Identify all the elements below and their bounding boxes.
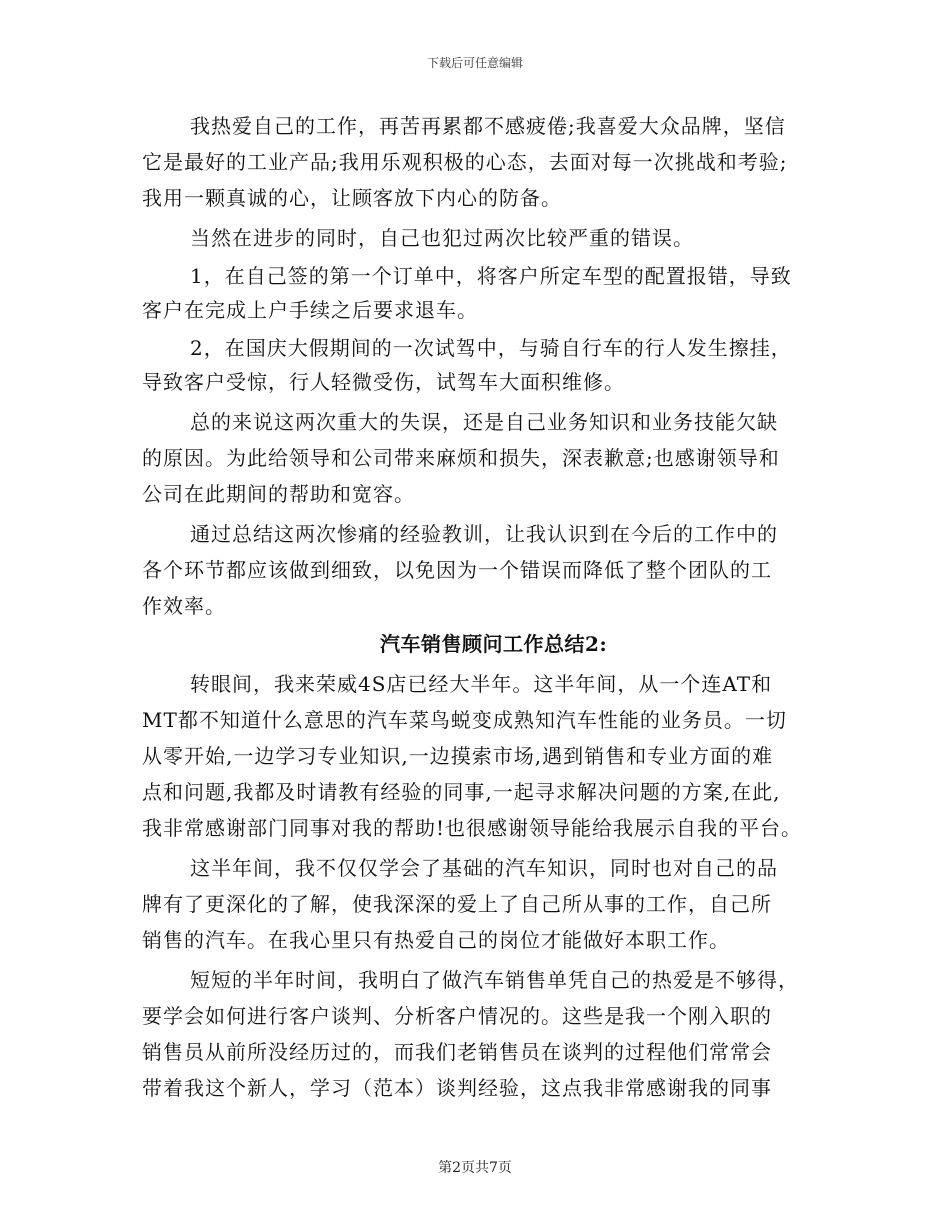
paragraph-line: MT都不知道什么意思的汽车菜鸟蜕变成熟知汽车性能的业务员。一切 <box>142 708 787 732</box>
paragraph-line: 2，在国庆大假期间的一次试驾中，与骑自行车的行人发生擦挂， <box>190 336 792 360</box>
paragraph-line: 1，在自己签的第一个订单中，将客户所定车型的配置报错，导致 <box>190 264 792 288</box>
paragraph-line: 导致客户受惊，行人轻微受伤，试驾车大面积维修。 <box>142 370 625 394</box>
paragraph-line: 我用一颗真诚的心，让顾客放下内心的防备。 <box>142 186 562 210</box>
paragraph-line: 公司在此期间的帮助和宽容。 <box>142 482 415 506</box>
paragraph-line: 各个环节都应该做到细致，以免因为一个错误而降低了整个团队的工 <box>142 558 772 582</box>
paragraph-line: 我热爱自己的工作，再苦再累都不感疲倦;我喜爱大众品牌，坚信 <box>190 114 786 138</box>
paragraph-line: 总的来说这两次重大的失误，还是自己业务知识和业务技能欠缺 <box>190 410 778 434</box>
paragraph-line: 客户在完成上户手续之后要求退车。 <box>142 298 478 322</box>
paragraph-line: 带着我这个新人，学习（范本）谈判经验，这点我非常感谢我的同事 <box>142 1076 772 1100</box>
paragraph-line: 作效率。 <box>142 594 226 618</box>
paragraph-line: 它是最好的工业产品;我用乐观积极的心态，去面对每一次挑战和考验; <box>142 150 788 174</box>
paragraph-line: 从零开始,一边学习专业知识,一边摸索市场,遇到销售和专业方面的难 <box>142 744 774 768</box>
paragraph-line: 销售员从前所没经历过的，而我们老销售员在谈判的过程他们常常会 <box>142 1040 772 1064</box>
paragraph-line: 我非常感谢部门同事对我的帮助!也很感谢领导能给我展示自我的平台。 <box>142 816 803 840</box>
paragraph-line: 要学会如何进行客户谈判、分析客户情况的。这些是我一个刚入职的 <box>142 1004 772 1028</box>
paragraph-line: 牌有了更深化的了解，使我深深的爱上了自己所从事的工作，自己所 <box>142 892 772 916</box>
paragraph-line: 短短的半年时间，我明白了做汽车销售单凭自己的热爱是不够得， <box>190 968 799 992</box>
paragraph-line: 点和问题,我都及时请教有经验的同事,一起寻求解决问题的方案,在此, <box>142 780 781 804</box>
section-heading: 汽车销售顾问工作总结2: <box>380 632 608 656</box>
paragraph-line: 当然在进步的同时，自己也犯过两次比较严重的错误。 <box>190 226 694 250</box>
page-footer: 第2页共7页 <box>438 1160 512 1176</box>
page-header: 下载后可任意编辑 <box>426 56 523 70</box>
paragraph-line: 转眼间，我来荣威4S店已经大半年。这半年间，从一个连AT和 <box>190 672 773 696</box>
paragraph-line: 的原因。为此给领导和公司带来麻烦和损失，深表歉意;也感谢领导和 <box>142 446 780 470</box>
paragraph-line: 通过总结这两次惨痛的经验教训，让我认识到在今后的工作中的 <box>190 522 778 546</box>
paragraph-line: 这半年间，我不仅仅学会了基础的汽车知识，同时也对自己的品 <box>190 856 778 880</box>
paragraph-line: 销售的汽车。在我心里只有热爱自己的岗位才能做好本职工作。 <box>142 928 730 952</box>
